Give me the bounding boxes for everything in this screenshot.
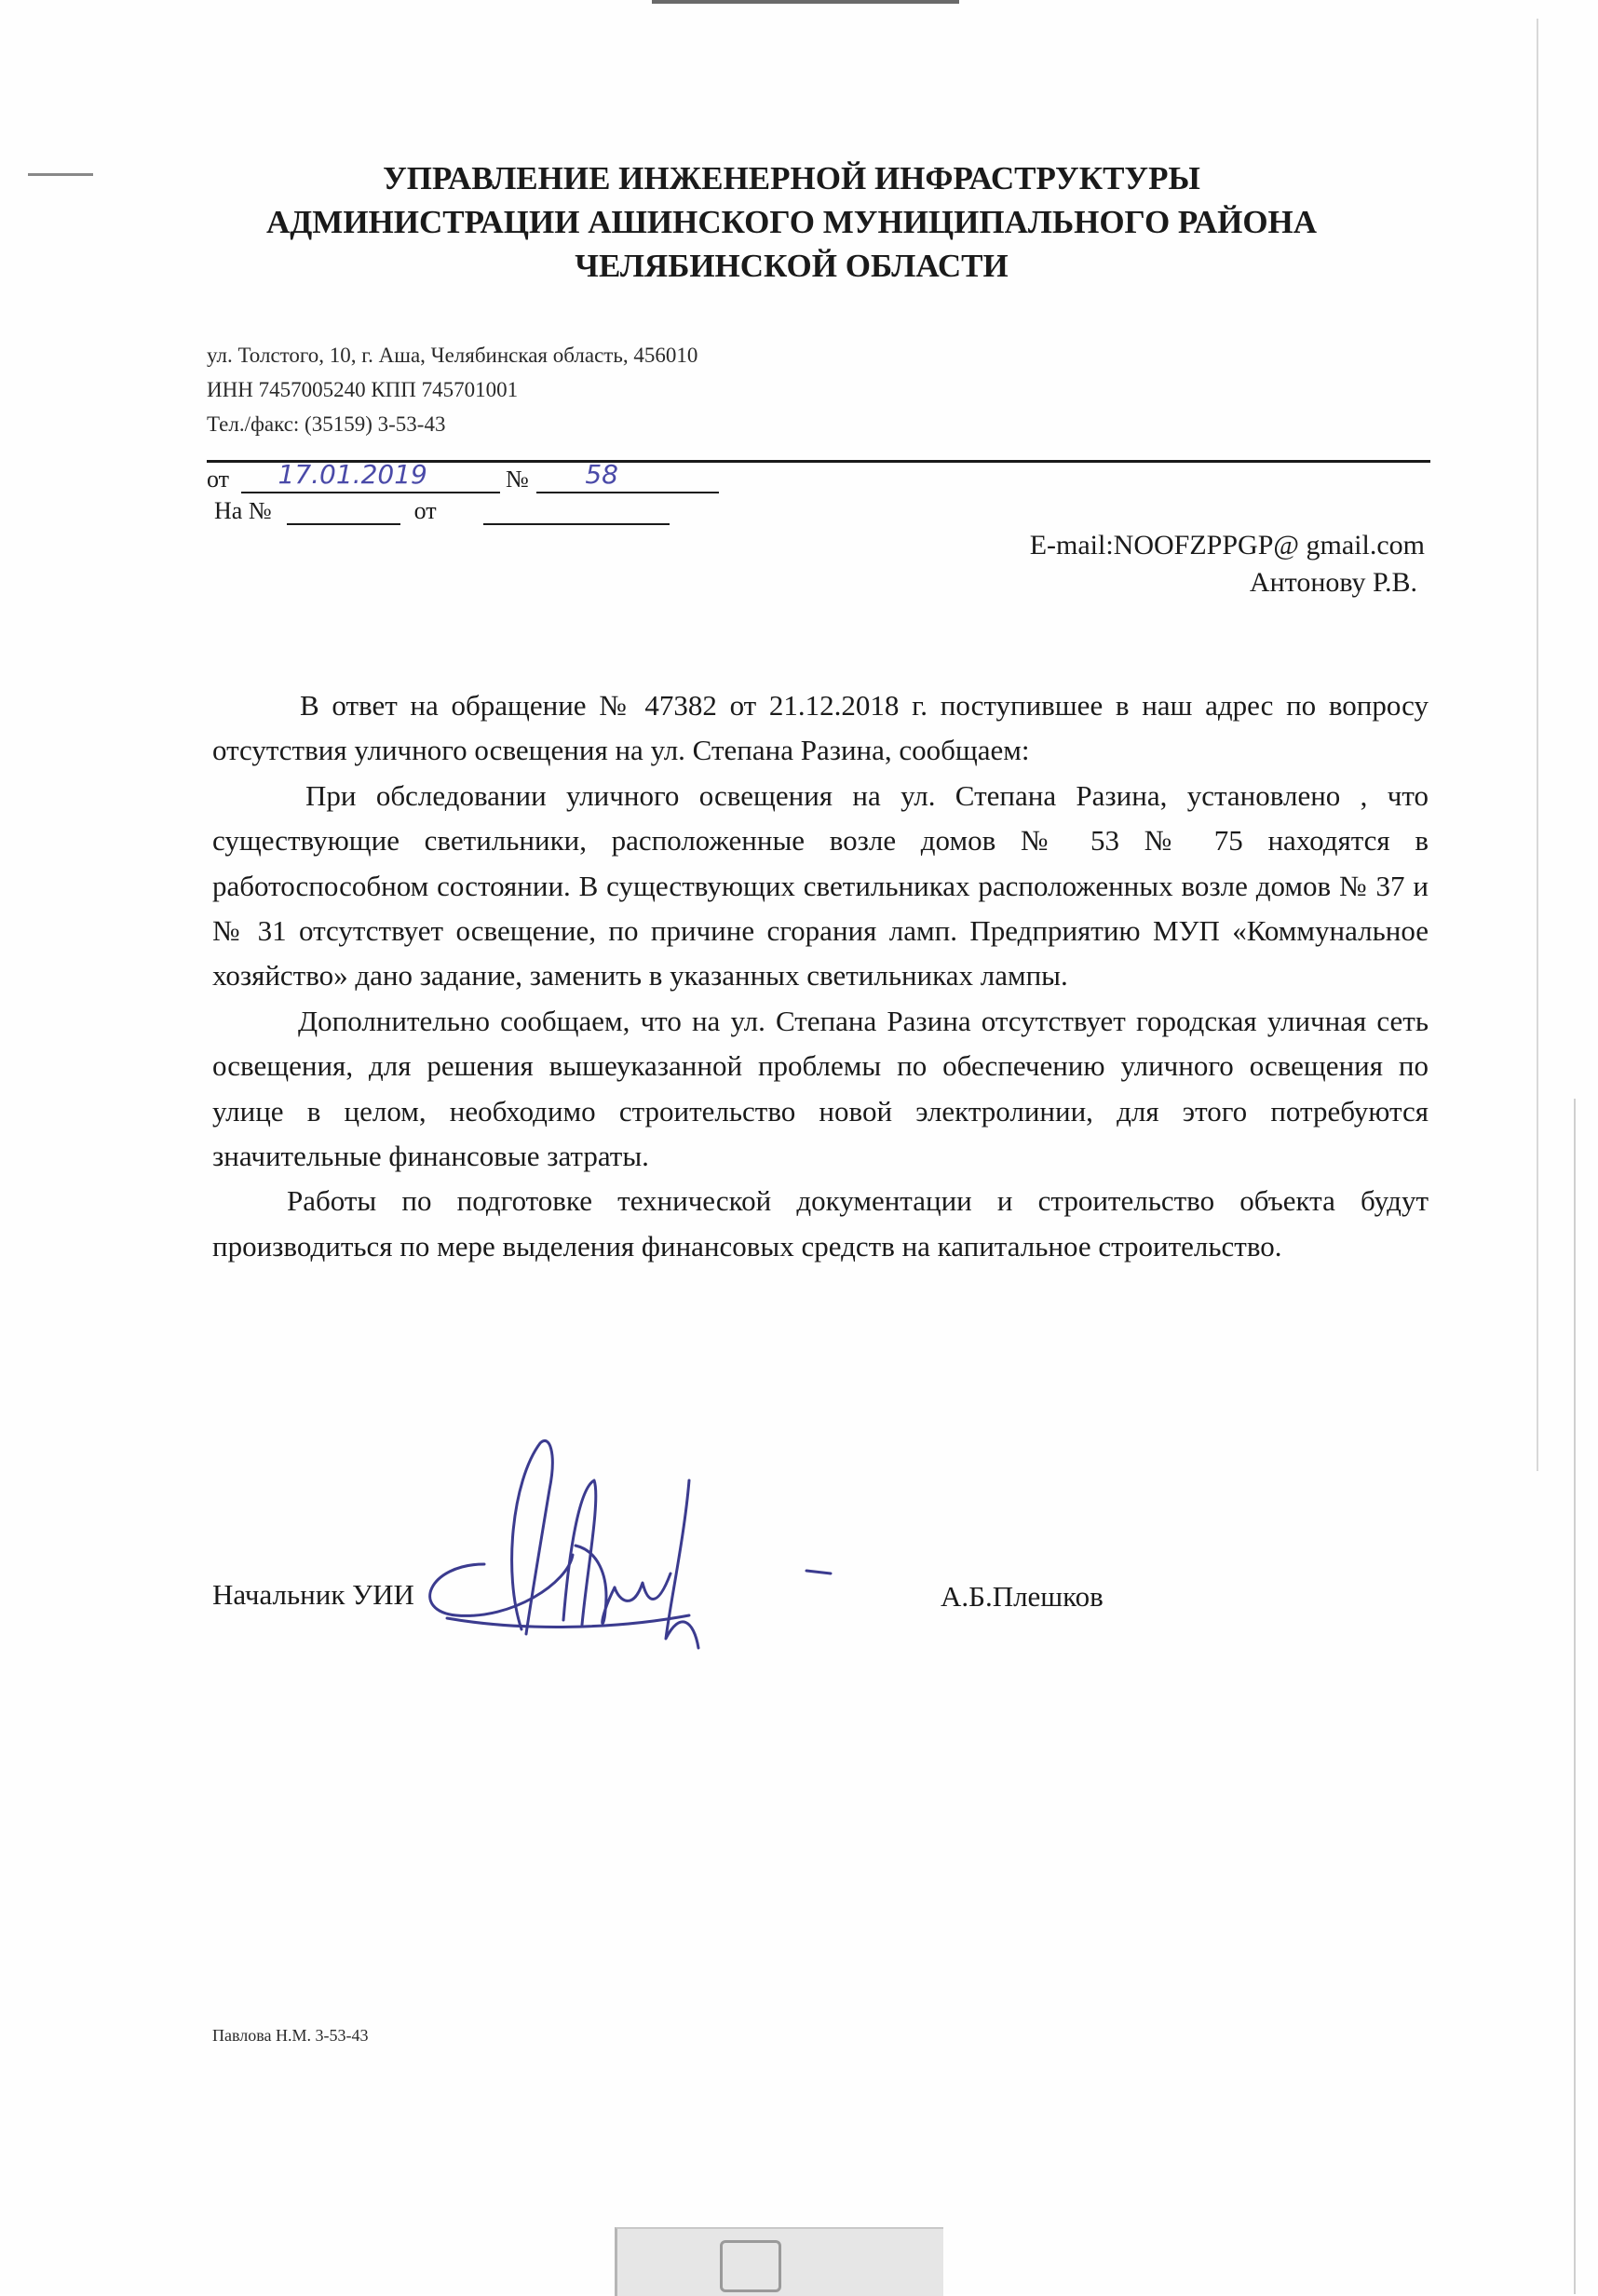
- reply-from-label: от: [413, 497, 437, 524]
- number-label: №: [506, 466, 529, 493]
- reply-number-field: [287, 499, 400, 525]
- signatory-title: Начальник УИИ: [212, 1578, 414, 1611]
- scan-artifact-left: [28, 173, 93, 176]
- recipient-name: Антонову Р.В.: [1249, 567, 1417, 598]
- body-paragraph-4: Работы по подготовке технической документации и строительство объекта будут производиться по мере выделения финансовых средств на капитальное строительство.: [212, 1184, 1429, 1263]
- body-paragraph-3: Дополнительно сообщаем, что на ул. Степана Разина отсутствует городская уличная сеть освещения, для решения вышеуказанной проблемы по обеспечению уличного освещения по улице в целом, необходимо строительство новой электролинии, для этого потребуются значительные финансовые затраты.: [212, 1004, 1429, 1173]
- number-field: [536, 459, 719, 493]
- reply-number-label: На №: [214, 497, 272, 524]
- body-paragraph-1: В ответ на обращение № 47382 от 21.12.2018 г. поступившее в наш адрес по вопросу отсутствия уличного освещения на ул. Степана Разина, сообщаем:: [212, 689, 1429, 767]
- letterhead-line-2: АДМИНИСТРАЦИИ АШИНСКОГО МУНИЦИПАЛЬНОГО РАЙОНА: [265, 204, 1318, 240]
- address: ул. Толстого, 10, г. Аша, Челябинская область, 456010: [207, 344, 698, 367]
- number-value: 58: [585, 459, 618, 490]
- reply-date-field: [483, 499, 670, 525]
- from-label: от: [207, 466, 230, 493]
- contact-block: [207, 338, 697, 441]
- letterhead: [186, 156, 1397, 288]
- scan-artifact-bottom: [615, 2227, 943, 2296]
- recipient-email: E-mail:NOOFZPPGP@ gmail.com: [1029, 530, 1425, 560]
- signature-strokes: [430, 1440, 831, 1648]
- letterhead-line-3: ЧЕЛЯБИНСКОЙ ОБЛАСТИ: [575, 248, 1009, 284]
- scan-artifact-edge-2: [1574, 1099, 1576, 2294]
- body-paragraph-2: При обследовании уличного освещения на ул. Степана Разина, установлено , что существующие светильники, расположенные возле домов № 53 № 75 находятся в работоспособном состоянии. В существующих светильниках расположенных возле домов № 37 и № 31 отсутствует освещение, по причине сгорания ламп. Предприятию МУП «Коммунальное хозяйство» дано задание, заменить в указанных светильниках лампы.: [212, 778, 1429, 993]
- scan-artifact-edge: [1537, 19, 1538, 1471]
- outgoing-registration: [207, 459, 719, 493]
- executor-note: Павлова Н.М. 3-53-43: [212, 2026, 369, 2045]
- date-value: 17.01.2019: [278, 459, 427, 490]
- tax-ids: ИНН 7457005240 КПП 745701001: [207, 378, 519, 401]
- letterhead-line-1: УПРАВЛЕНИЕ ИНЖЕНЕРНОЙ ИНФРАСТРУКТУРЫ: [383, 160, 1200, 196]
- recipient-block: [1030, 527, 1425, 601]
- signatory-name: А.Б.Плешков: [941, 1580, 1104, 1613]
- letter-body: [212, 683, 1429, 1269]
- phone-fax: Тел./факс: (35159) 3-53-43: [207, 412, 446, 436]
- scan-artifact-top: [652, 0, 959, 4]
- reply-registration: [214, 497, 670, 525]
- date-field: [241, 459, 500, 493]
- handwritten-signature: [410, 1425, 857, 1667]
